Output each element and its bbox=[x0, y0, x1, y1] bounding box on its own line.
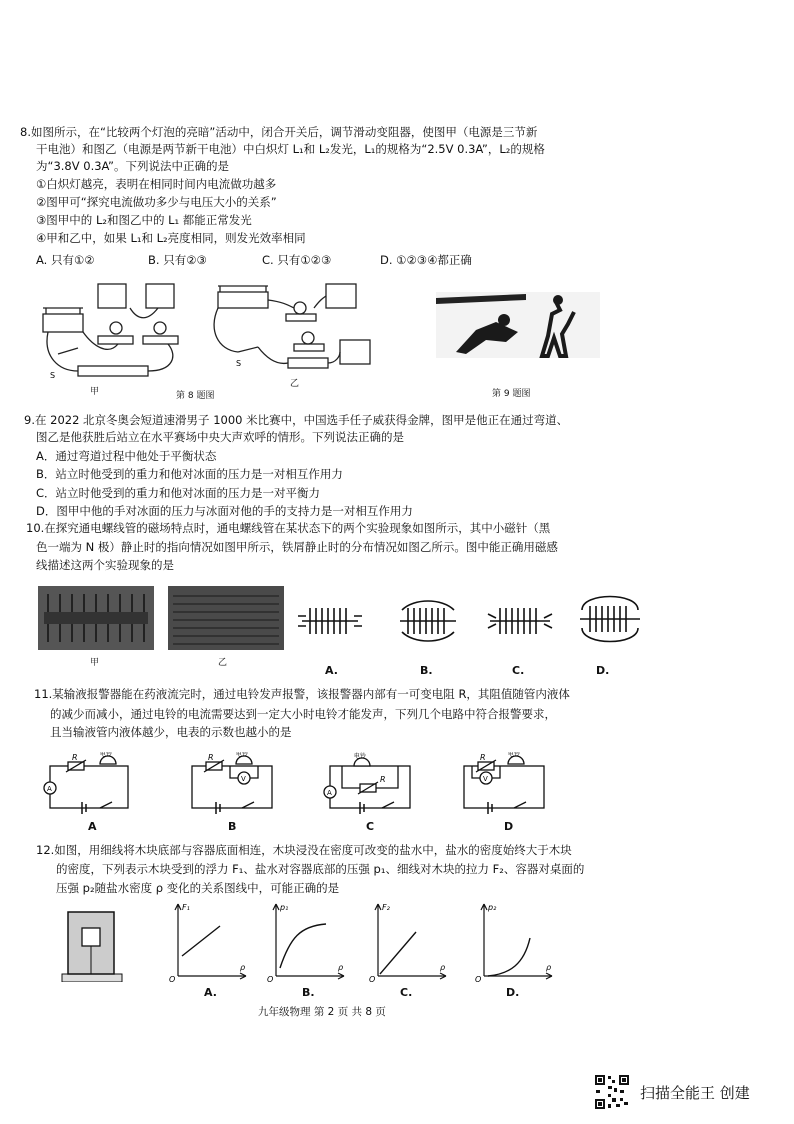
q12-option-a-label: A. bbox=[204, 986, 217, 999]
q8-label-yi: 乙 bbox=[290, 379, 300, 389]
q12-c-origin: O bbox=[369, 975, 376, 984]
q11-circuit-b[interactable] bbox=[186, 752, 278, 814]
q8-line-2: 干电池）和图乙（电源是两节新干电池）中白炽灯 L₁和 L₂发光，L₁的规格为“2.5V 0.3A”，L₂的规格 bbox=[36, 142, 545, 156]
q8-option-a: A. 只有①② bbox=[36, 253, 95, 267]
q10-option-d-diagram[interactable] bbox=[572, 590, 648, 648]
page-footer: 九年级物理 第 2 页 共 8 页 bbox=[258, 1006, 386, 1018]
q12-a-xlabel: ρ bbox=[240, 963, 246, 972]
q8-yi-switch bbox=[238, 347, 258, 352]
q8-line-3: 为“3.8V 0.3A”。下列说法中正确的是 bbox=[36, 159, 229, 173]
q12-d-xlabel: ρ bbox=[546, 963, 552, 972]
scanner-watermark: 扫描全能王 创建 bbox=[640, 1084, 750, 1102]
q12-graph-d[interactable] bbox=[474, 898, 558, 984]
q8-yi-label-s: S bbox=[236, 359, 242, 368]
q11-c-ammeter-label: A bbox=[327, 789, 332, 797]
q11-circuit-d[interactable] bbox=[458, 752, 550, 814]
q12-c-ylabel: F₂ bbox=[382, 903, 390, 912]
q8-bulb-l2 bbox=[154, 322, 166, 334]
q11-circuit-c[interactable] bbox=[320, 752, 416, 814]
q11-a-r-label: R bbox=[72, 753, 78, 762]
q10-label-yi: 乙 bbox=[218, 658, 228, 668]
q8-line-5: ②图甲可“探究电流做功多少与电压大小的关系” bbox=[36, 195, 277, 209]
q8-option-d: D. ①②③④都正确 bbox=[380, 253, 472, 267]
q12-a-curve bbox=[182, 926, 220, 956]
q10-line-3: 线描述这两个实验现象的是 bbox=[36, 558, 174, 572]
q9-line-1: 9.在 2022 北京冬奥会短道速滑男子 1000 米比赛中，中国选手任子威获得金牌，图甲是他正在通过弯道、 bbox=[24, 413, 569, 427]
q10-line-1: 10.在探究通电螺线管的磁场特点时，通电螺线管在某状态下的两个实验现象如图所示，其中小磁针（黑 bbox=[26, 521, 551, 535]
q11-c-r-label: R bbox=[380, 775, 386, 784]
q12-b-xlabel: ρ bbox=[338, 963, 344, 972]
q12-b-curve bbox=[280, 924, 326, 968]
q11-c-bell-label: 电铃 bbox=[354, 753, 367, 760]
q12-c-curve bbox=[380, 932, 416, 974]
q8-circuit-yi-figure bbox=[208, 280, 380, 384]
q11-line-3: 且当输液管内液体越少，电表的示数也越小的是 bbox=[50, 725, 292, 739]
q8-line-6: ③图甲中的 L₂和图乙中的 L₁ 都能正常发光 bbox=[36, 213, 252, 227]
q10-line-2: 色一端为 N 极）静止时的指向情况如图甲所示，铁屑静止时的分布情况如图乙所示。图中能正确用磁感 bbox=[36, 540, 558, 554]
q9-option-d: D．图甲中他的手对冰面的压力与冰面对他的手的支持力是一对相互作用力 bbox=[36, 504, 413, 518]
q12-line-1: 12.如图，用细线将木块底部与容器底面相连，木块浸没在密度可改变的盐水中，盐水的密度始终大于木块 bbox=[36, 843, 572, 857]
q11-b-bell-label: 电铃 bbox=[236, 752, 249, 758]
q11-a-ammeter-label: A bbox=[47, 785, 52, 793]
q12-option-b-label: B. bbox=[302, 986, 315, 999]
q9-skater-photos bbox=[436, 292, 600, 358]
q8-label-jia: 甲 bbox=[90, 387, 100, 397]
q12-line-3: 压强 p₂随盐水密度 ρ 变化的关系图线中，可能正确的是 bbox=[56, 881, 340, 895]
q11-b-r-label: R bbox=[208, 753, 214, 762]
q8-line-4: ①白炽灯越亮，表明在相同时间内电流做功越多 bbox=[36, 177, 277, 191]
q11-a-bell-label: 电铃 bbox=[100, 752, 113, 758]
q12-b-origin: O bbox=[267, 975, 274, 984]
q11-option-a-label: A bbox=[88, 820, 97, 833]
q11-b-voltmeter-label: V bbox=[241, 775, 246, 783]
q8-option-c: C. 只有①②③ bbox=[262, 253, 332, 267]
q12-line-2: 的密度，下列表示木块受到的浮力 F₁、盐水对容器底部的压强 p₁、细线对木块的拉力 F₂、容器对桌面的 bbox=[56, 862, 585, 876]
q9-option-c: C．站立时他受到的重力和他对冰面的压力是一对平衡力 bbox=[36, 486, 321, 500]
q12-option-c-label: C. bbox=[400, 986, 413, 999]
q11-d-r-label: R bbox=[480, 753, 486, 762]
q8-voltmeter-2 bbox=[146, 284, 174, 308]
q9-caption: 第 9 题图 bbox=[492, 389, 531, 399]
q11-option-c-label: C bbox=[366, 820, 375, 833]
q12-a-origin: O bbox=[169, 975, 176, 984]
q8-yi-rheostat bbox=[218, 292, 268, 308]
q11-circuit-a[interactable] bbox=[42, 752, 134, 814]
q12-d-ylabel: p₂ bbox=[488, 903, 497, 912]
q12-graph-a[interactable] bbox=[168, 898, 252, 984]
q12-d-curve bbox=[488, 938, 530, 976]
q12-a-ylabel: F₁ bbox=[182, 903, 190, 912]
q9-option-b: B．站立时他受到的重力和他对冰面的压力是一对相互作用力 bbox=[36, 467, 343, 481]
q11-option-b-label: B bbox=[228, 820, 237, 833]
q8-rheostat bbox=[43, 314, 83, 332]
q12-table bbox=[62, 974, 122, 982]
q12-wood-block bbox=[82, 928, 100, 946]
q8-option-b: B. 只有②③ bbox=[148, 253, 207, 267]
q11-line-2: 的减少而减小，通过电铃的电流需要达到一定大小时电铃才能发声，下列几个电路中符合报警要求， bbox=[50, 707, 556, 721]
q10-option-c-label: C. bbox=[512, 664, 525, 677]
q8-battery bbox=[78, 366, 148, 376]
q12-graph-c[interactable] bbox=[368, 898, 452, 984]
q8-yi-battery bbox=[288, 358, 328, 368]
q10-label-jia: 甲 bbox=[90, 658, 100, 668]
q10-option-b-label: B. bbox=[420, 664, 433, 677]
q8-voltmeter-1 bbox=[98, 284, 126, 308]
q10-option-b-diagram[interactable] bbox=[394, 596, 462, 646]
qr-code-icon bbox=[594, 1074, 630, 1110]
q8-yi-bulb-l1 bbox=[294, 302, 306, 314]
q8-caption: 第 8 题图 bbox=[176, 391, 215, 401]
q8-label-s: S bbox=[50, 371, 56, 380]
q12-d-origin: O bbox=[475, 975, 482, 984]
q11-option-d-label: D bbox=[504, 820, 514, 833]
q12-container-figure bbox=[58, 906, 126, 982]
q10-option-a-diagram[interactable] bbox=[296, 596, 364, 646]
q8-switch bbox=[58, 348, 78, 354]
q8-yi-voltmeter-1 bbox=[326, 284, 356, 308]
q12-graph-b[interactable] bbox=[266, 898, 350, 984]
q10-photo-yi bbox=[168, 586, 284, 650]
q8-line-7: ④甲和乙中，如果 L₁和 L₂亮度相同，则发光效率相同 bbox=[36, 231, 306, 245]
q10-option-a-label: A. bbox=[325, 664, 338, 677]
q12-option-d-label: D. bbox=[506, 986, 520, 999]
q12-c-xlabel: ρ bbox=[440, 963, 446, 972]
q8-yi-bulb-l2 bbox=[302, 332, 314, 344]
q8-circuit-jia-figure bbox=[38, 276, 188, 386]
q11-d-bell-label: 电铃 bbox=[508, 752, 521, 758]
q11-d-voltmeter-label: V bbox=[483, 775, 488, 783]
q9-option-a: A．通过弯道过程中他处于平衡状态 bbox=[36, 449, 217, 463]
q10-photo-jia bbox=[38, 586, 154, 650]
q8-bulb-l1 bbox=[110, 322, 122, 334]
q8-line-1: 8.如图所示，在“比较两个灯泡的亮暗”活动中，闭合开关后，调节滑动变阻器，使图甲（电源是三节新 bbox=[20, 125, 538, 139]
q8-yi-voltmeter-2 bbox=[340, 340, 370, 364]
q10-option-c-diagram[interactable] bbox=[486, 596, 554, 646]
q9-line-2: 图乙是他获胜后站立在水平赛场中央大声欢呼的情形。下列说法正确的是 bbox=[36, 430, 404, 444]
q12-b-ylabel: p₁ bbox=[280, 903, 289, 912]
q11-line-1: 11.某输液报警器能在药液流完时，通过电铃发声报警，该报警器内部有一可变电阻 R，其阻值随管内液体 bbox=[34, 687, 570, 701]
q10-option-d-label: D. bbox=[596, 664, 610, 677]
